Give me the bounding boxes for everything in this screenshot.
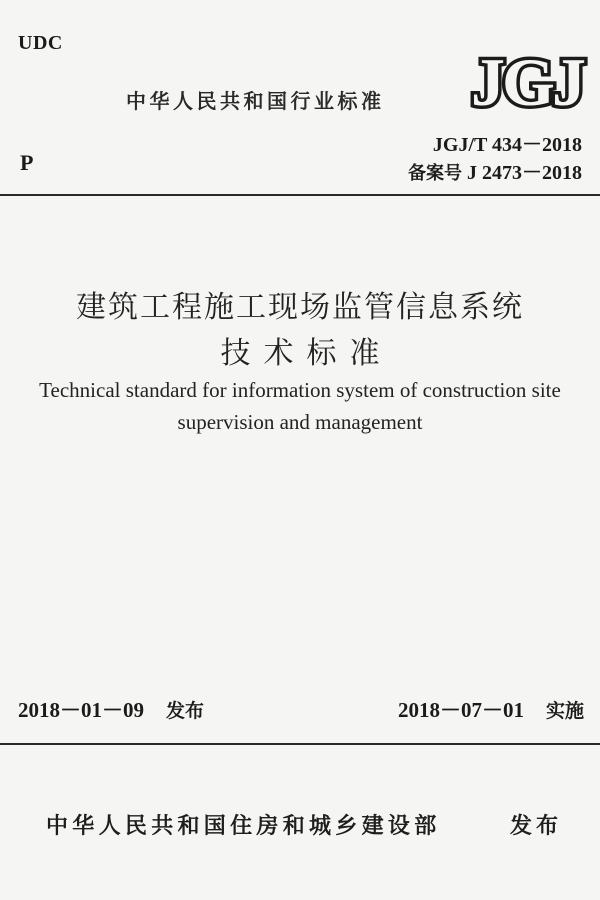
publisher-name: 中华人民共和国住房和城乡建设部 (46, 814, 441, 839)
issue-date: 2018－01－09 (18, 698, 144, 722)
title-cn-line2: 技术标准 (220, 336, 393, 371)
publish-action: 发布 (510, 814, 563, 839)
header-divider (0, 194, 600, 196)
standard-type: 中华人民共和国行业标准 (126, 89, 385, 113)
issue-label: 发布 (166, 700, 205, 722)
implement-date-block (398, 694, 584, 724)
implement-label: 实施 (545, 700, 584, 722)
issue-date-block (18, 694, 204, 724)
record-prefix: 备案号 (408, 163, 462, 184)
record-line (408, 156, 582, 185)
title-cn-line1: 建筑工程施工现场监管信息系统 (76, 290, 524, 325)
jgj-logo (466, 45, 588, 115)
udc-label: UDC (18, 32, 63, 54)
record-number: J 2473－2018 (462, 162, 582, 184)
standard-number: JGJ/T 434－2018 (432, 134, 582, 156)
jgj-logo-text: JGJ (471, 45, 583, 115)
footer-divider (0, 743, 600, 745)
jgj-logo-graphic (466, 45, 588, 115)
category-letter: P (20, 150, 34, 175)
title-en-line1: Technical standard for information system of construction site (39, 378, 561, 402)
implement-date: 2018－07－01 (397, 698, 524, 722)
title-en-line2: supervision and management (177, 410, 423, 434)
